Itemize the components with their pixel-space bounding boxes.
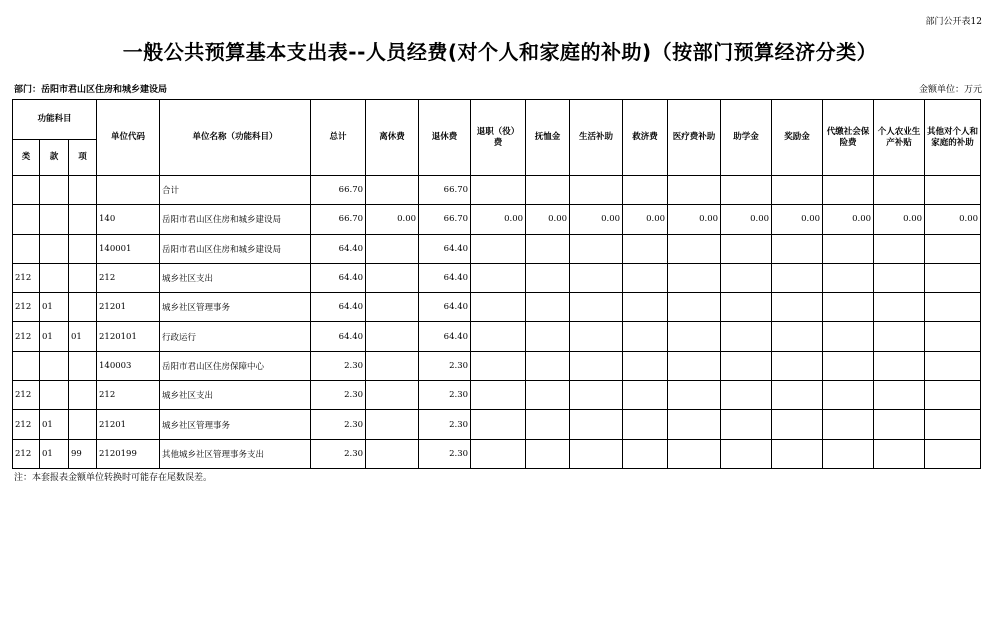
header-qita: 其他对个人和家庭的补助 — [925, 100, 981, 176]
cell-jiangli — [772, 439, 823, 468]
header-lei: 类 — [13, 140, 40, 176]
cell-shenghuo — [570, 351, 623, 380]
table-row — [13, 410, 981, 439]
cell-tuizhi — [471, 351, 526, 380]
cell-tuizhi — [471, 410, 526, 439]
cell-lei — [13, 234, 40, 263]
cell-xiang: 01 — [69, 322, 97, 351]
cell-yiliao: 0.00 — [668, 205, 721, 234]
cell-yiliao — [668, 293, 721, 322]
header-daijiao: 代缴社会保险费 — [823, 100, 874, 176]
cell-fuxu — [526, 293, 570, 322]
cell-unit-name: 合计 — [160, 176, 311, 205]
cell-unit-name: 岳阳市君山区住房和城乡建设局 — [160, 205, 311, 234]
cell-jiuji — [623, 234, 668, 263]
cell-tuizhi — [471, 234, 526, 263]
cell-jiangli — [772, 176, 823, 205]
cell-daijiao — [823, 293, 874, 322]
cell-unit-name: 岳阳市君山区住房保障中心 — [160, 351, 311, 380]
cell-total: 64.40 — [311, 322, 366, 351]
cell-fuxu — [526, 439, 570, 468]
cell-jiuji — [623, 439, 668, 468]
cell-fuxu: 0.00 — [526, 205, 570, 234]
cell-tuizhi — [471, 322, 526, 351]
table-row — [13, 351, 981, 380]
cell-tuixiu: 64.40 — [419, 293, 471, 322]
cell-fuxu — [526, 381, 570, 410]
cell-unit-code: 212 — [97, 381, 160, 410]
page-title: 一般公共预算基本支出表--人员经费(对个人和家庭的补助)（按部门预算经济分类） — [122, 40, 878, 64]
cell-daijiao — [823, 381, 874, 410]
cell-total: 2.30 — [311, 410, 366, 439]
cell-lixiu — [366, 439, 419, 468]
cell-lei: 212 — [13, 410, 40, 439]
cell-xiang — [69, 381, 97, 410]
cell-jiangli — [772, 234, 823, 263]
cell-shenghuo — [570, 176, 623, 205]
cell-lei: 212 — [13, 381, 40, 410]
cell-nongye — [874, 176, 925, 205]
header-total: 总计 — [311, 100, 366, 176]
header-func-group: 功能科目 — [13, 100, 97, 140]
cell-lei: 212 — [13, 439, 40, 468]
cell-nongye — [874, 293, 925, 322]
cell-shenghuo — [570, 381, 623, 410]
cell-tuizhi — [471, 381, 526, 410]
cell-tuixiu: 2.30 — [419, 381, 471, 410]
cell-zhuxue — [721, 381, 772, 410]
cell-total: 64.40 — [311, 263, 366, 292]
cell-zhuxue — [721, 351, 772, 380]
cell-jiuji — [623, 263, 668, 292]
cell-jiuji: 0.00 — [623, 205, 668, 234]
cell-zhuxue — [721, 322, 772, 351]
cell-lixiu — [366, 234, 419, 263]
cell-xiang — [69, 205, 97, 234]
cell-daijiao — [823, 351, 874, 380]
cell-daijiao — [823, 439, 874, 468]
cell-fuxu — [526, 176, 570, 205]
header-row-1 — [13, 100, 981, 140]
cell-yiliao — [668, 439, 721, 468]
cell-total: 2.30 — [311, 439, 366, 468]
cell-unit-code: 2120199 — [97, 439, 160, 468]
cell-unit-code: 21201 — [97, 293, 160, 322]
cell-tuixiu: 2.30 — [419, 439, 471, 468]
header-jiuji: 救济费 — [623, 100, 668, 176]
table-body — [13, 176, 981, 469]
cell-qita — [925, 351, 981, 380]
cell-jiuji — [623, 351, 668, 380]
cell-lixiu — [366, 176, 419, 205]
table-row — [13, 176, 981, 205]
cell-zhuxue — [721, 293, 772, 322]
cell-total: 64.40 — [311, 234, 366, 263]
cell-kuan — [40, 234, 69, 263]
header-jiangli: 奖励金 — [772, 100, 823, 176]
table-row — [13, 293, 981, 322]
cell-daijiao — [823, 176, 874, 205]
cell-fuxu — [526, 322, 570, 351]
cell-jiangli — [772, 410, 823, 439]
table-row — [13, 263, 981, 292]
cell-nongye — [874, 410, 925, 439]
header-fuxu: 抚恤金 — [526, 100, 570, 176]
cell-tuixiu: 64.40 — [419, 263, 471, 292]
cell-shenghuo — [570, 410, 623, 439]
cell-yiliao — [668, 263, 721, 292]
cell-unit-code: 21201 — [97, 410, 160, 439]
cell-nongye — [874, 263, 925, 292]
cell-unit-name: 城乡社区管理事务 — [160, 410, 311, 439]
cell-tuixiu: 64.40 — [419, 322, 471, 351]
cell-tuixiu: 2.30 — [419, 410, 471, 439]
cell-kuan — [40, 263, 69, 292]
cell-nongye — [874, 439, 925, 468]
cell-jiuji — [623, 322, 668, 351]
cell-daijiao — [823, 263, 874, 292]
table-row — [13, 381, 981, 410]
cell-lei — [13, 176, 40, 205]
table-row — [13, 322, 981, 351]
header-kuan: 款 — [40, 140, 69, 176]
cell-kuan — [40, 381, 69, 410]
cell-nongye — [874, 381, 925, 410]
cell-yiliao — [668, 381, 721, 410]
cell-zhuxue — [721, 410, 772, 439]
cell-lei: 212 — [13, 263, 40, 292]
header-zhuxue: 助学金 — [721, 100, 772, 176]
cell-daijiao — [823, 234, 874, 263]
cell-tuizhi — [471, 176, 526, 205]
cell-xiang — [69, 176, 97, 205]
cell-fuxu — [526, 351, 570, 380]
cell-tuizhi — [471, 263, 526, 292]
cell-lei: 212 — [13, 322, 40, 351]
cell-xiang: 99 — [69, 439, 97, 468]
cell-kuan: 01 — [40, 293, 69, 322]
header-nongye: 个人农业生产补贴 — [874, 100, 925, 176]
cell-yiliao — [668, 322, 721, 351]
cell-nongye — [874, 234, 925, 263]
cell-nongye: 0.00 — [874, 205, 925, 234]
header-unit-name: 单位名称（功能科目） — [160, 100, 311, 176]
cell-shenghuo — [570, 322, 623, 351]
unit-label: 金额单位：万元 — [918, 85, 982, 95]
cell-nongye — [874, 322, 925, 351]
cell-yiliao — [668, 351, 721, 380]
cell-shenghuo — [570, 263, 623, 292]
cell-fuxu — [526, 410, 570, 439]
cell-yiliao — [668, 176, 721, 205]
cell-unit-code: 140003 — [97, 351, 160, 380]
footnote: 注：本套报表金额单位转换时可能存在尾数误差。 — [14, 473, 213, 483]
cell-total: 2.30 — [311, 351, 366, 380]
cell-lei — [13, 205, 40, 234]
cell-total: 2.30 — [311, 381, 366, 410]
cell-shenghuo — [570, 293, 623, 322]
cell-xiang — [69, 351, 97, 380]
cell-tuixiu: 66.70 — [419, 205, 471, 234]
cell-jiangli — [772, 381, 823, 410]
header-unit-code: 单位代码 — [97, 100, 160, 176]
cell-tuixiu: 64.40 — [419, 234, 471, 263]
cell-unit-name: 城乡社区管理事务 — [160, 293, 311, 322]
cell-unit-code: 2120101 — [97, 322, 160, 351]
cell-jiangli: 0.00 — [772, 205, 823, 234]
cell-shenghuo: 0.00 — [570, 205, 623, 234]
cell-lixiu — [366, 263, 419, 292]
cell-kuan: 01 — [40, 410, 69, 439]
cell-daijiao — [823, 322, 874, 351]
cell-unit-code — [97, 176, 160, 205]
cell-total: 66.70 — [311, 205, 366, 234]
cell-zhuxue — [721, 176, 772, 205]
cell-fuxu — [526, 234, 570, 263]
cell-jiangli — [772, 293, 823, 322]
table-row — [13, 205, 981, 234]
header-lixiu: 离休费 — [366, 100, 419, 176]
cell-unit-code: 140 — [97, 205, 160, 234]
header-tuizhi: 退职（役）费 — [471, 100, 526, 176]
header-tuixiu: 退休费 — [419, 100, 471, 176]
cell-jiangli — [772, 263, 823, 292]
cell-xiang — [69, 263, 97, 292]
cell-tuizhi — [471, 293, 526, 322]
cell-qita — [925, 176, 981, 205]
cell-xiang — [69, 293, 97, 322]
cell-zhuxue — [721, 234, 772, 263]
expenditure-table — [12, 99, 981, 469]
cell-shenghuo — [570, 439, 623, 468]
cell-zhuxue — [721, 439, 772, 468]
cell-jiuji — [623, 176, 668, 205]
header-shenghuo: 生活补助 — [570, 100, 623, 176]
cell-total: 66.70 — [311, 176, 366, 205]
cell-nongye — [874, 351, 925, 380]
cell-kuan — [40, 351, 69, 380]
cell-qita — [925, 381, 981, 410]
cell-lei: 212 — [13, 293, 40, 322]
cell-xiang — [69, 410, 97, 439]
cell-zhuxue: 0.00 — [721, 205, 772, 234]
cell-unit-name: 城乡社区支出 — [160, 381, 311, 410]
cell-qita: 0.00 — [925, 205, 981, 234]
cell-tuizhi — [471, 439, 526, 468]
department-label: 部门：岳阳市君山区住房和城乡建设局 — [14, 85, 168, 95]
header-xiang: 项 — [69, 140, 97, 176]
cell-lixiu: 0.00 — [366, 205, 419, 234]
cell-lixiu — [366, 293, 419, 322]
cell-qita — [925, 322, 981, 351]
cell-qita — [925, 293, 981, 322]
cell-jiangli — [772, 351, 823, 380]
cell-daijiao: 0.00 — [823, 205, 874, 234]
cell-unit-name: 岳阳市君山区住房和城乡建设局 — [160, 234, 311, 263]
cell-qita — [925, 410, 981, 439]
cell-lei — [13, 351, 40, 380]
cell-shenghuo — [570, 234, 623, 263]
cell-tuixiu: 2.30 — [419, 351, 471, 380]
cell-lixiu — [366, 381, 419, 410]
cell-daijiao — [823, 410, 874, 439]
cell-total: 64.40 — [311, 293, 366, 322]
cell-unit-code: 212 — [97, 263, 160, 292]
cell-jiuji — [623, 410, 668, 439]
cell-lixiu — [366, 351, 419, 380]
cell-kuan: 01 — [40, 439, 69, 468]
cell-kuan — [40, 205, 69, 234]
cell-qita — [925, 439, 981, 468]
cell-tuixiu: 66.70 — [419, 176, 471, 205]
cell-unit-name: 行政运行 — [160, 322, 311, 351]
table-row — [13, 234, 981, 263]
cell-unit-name: 其他城乡社区管理事务支出 — [160, 439, 311, 468]
cell-zhuxue — [721, 263, 772, 292]
cell-lixiu — [366, 410, 419, 439]
cell-lixiu — [366, 322, 419, 351]
cell-kuan — [40, 176, 69, 205]
cell-yiliao — [668, 410, 721, 439]
cell-jiangli — [772, 322, 823, 351]
cell-unit-name: 城乡社区支出 — [160, 263, 311, 292]
cell-qita — [925, 263, 981, 292]
cell-fuxu — [526, 263, 570, 292]
table-row — [13, 439, 981, 468]
form-number-label: 部门公开表12 — [925, 17, 982, 27]
cell-jiuji — [623, 293, 668, 322]
cell-kuan: 01 — [40, 322, 69, 351]
header-yiliao: 医疗费补助 — [668, 100, 721, 176]
cell-unit-code: 140001 — [97, 234, 160, 263]
cell-xiang — [69, 234, 97, 263]
cell-qita — [925, 234, 981, 263]
cell-yiliao — [668, 234, 721, 263]
cell-jiuji — [623, 381, 668, 410]
cell-tuizhi: 0.00 — [471, 205, 526, 234]
